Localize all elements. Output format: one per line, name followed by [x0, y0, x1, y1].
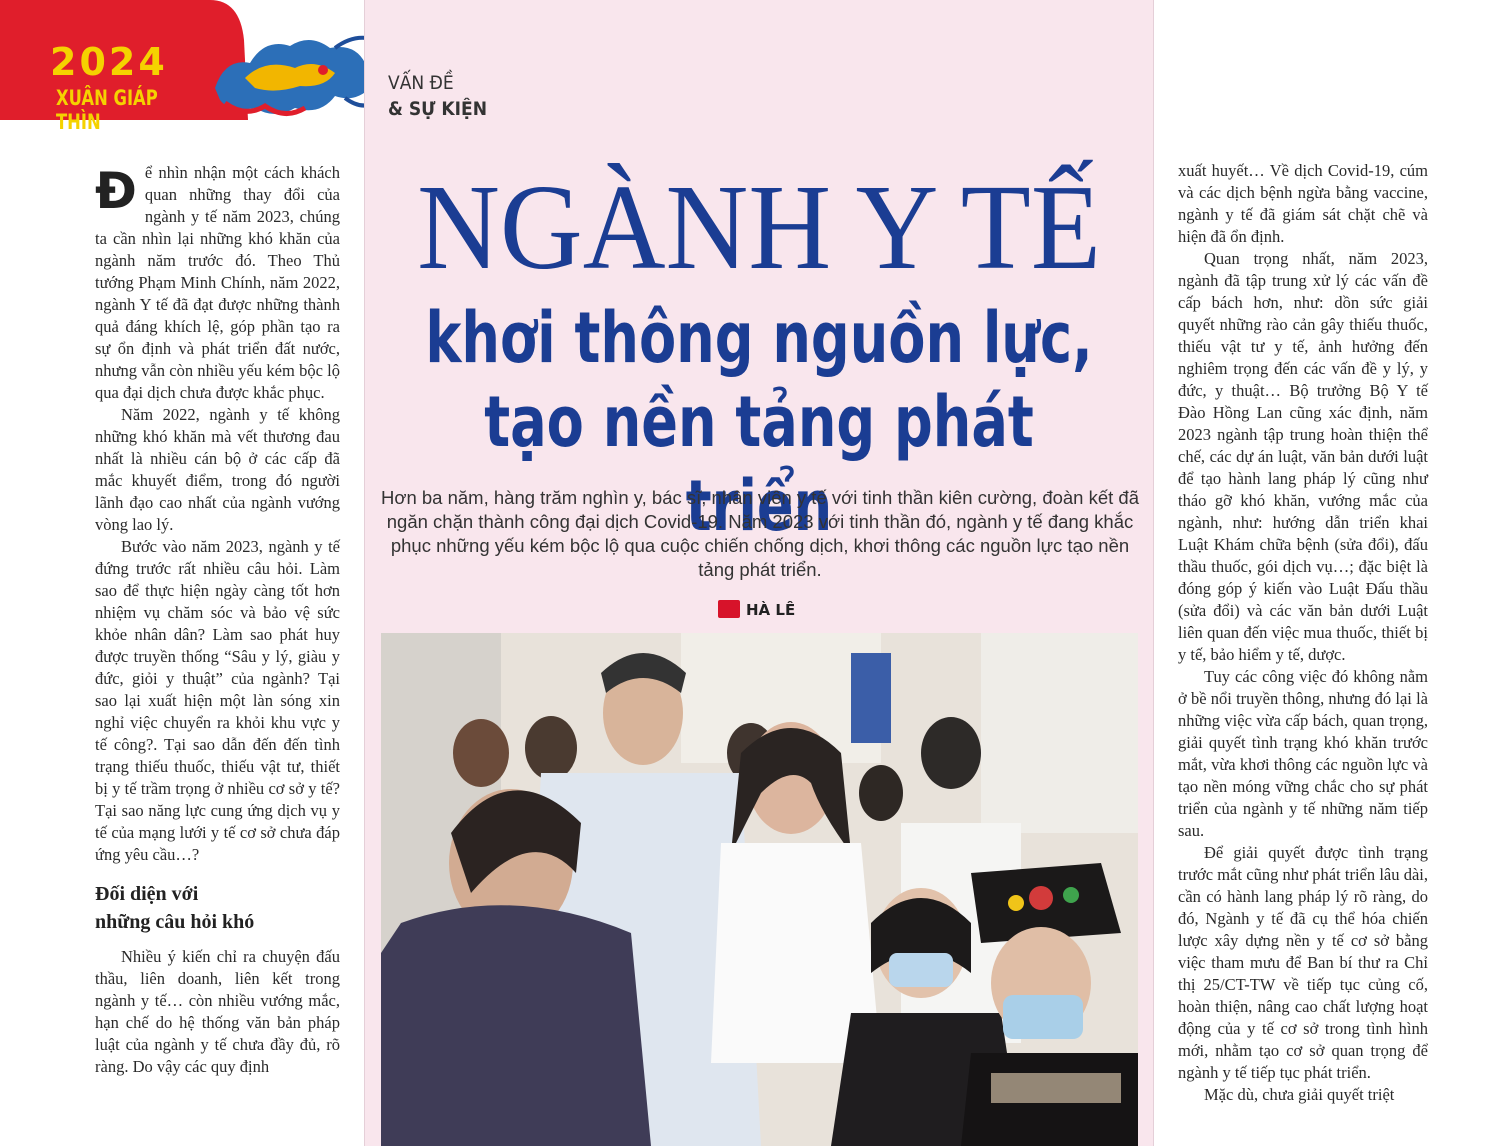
- article-lead: Hơn ba năm, hàng trăm nghìn y, bác sĩ, nhân viên y tế với tinh thần kiên cường, đoàn kết đã ngăn chặn thành công đại dịch Covid-19. Năm 2023 với tinh thần đó, ngành y tế đang khắc phục những yếu kém bộc lộ qua cuộc chiến chống dịch, khơi thông các nguồn lực tạo nền tảng phát triển.: [380, 487, 1140, 580]
- byline: [718, 600, 795, 619]
- right-paragraph-3: Tuy các công việc đó không nằm ở bề nổi truyền thông, nhưng đó lại là những việc vừa cấp bách, quan trọng, giải quyết tình trạng khó khăn trước mắt, vừa khơi thông các nguồn lực và tạo nền móng vững chắc cho sự phát triển của ngành y tế những năm tiếp sau.: [1178, 667, 1428, 840]
- headline-line1: NGÀNH Y TẾ: [417, 160, 1101, 295]
- left-text-column: [95, 162, 340, 1078]
- badge-subtitle: XUÂN GIÁP THÌN: [56, 86, 158, 134]
- headline-line3: tạo nền tảng phát triển: [484, 381, 1034, 547]
- badge-year: 2024: [50, 40, 168, 84]
- byline-author: HÀ LÊ: [746, 601, 796, 619]
- left-paragraph-3: Bước vào năm 2023, ngành y tế đứng trước rất nhiều câu hỏi. Làm sao để thực hiện ngày càng tốt hơn nhiệm vụ chăm sóc và bảo vệ sức khỏe nhân dân? Làm sao phát huy được truyền thống “Sâu y lý, giàu y đức, giỏi y thuật” của ngành? Tại sao lại xuất hiện một làn sóng xin nghỉ việc chuyển ra khỏi khu vực y tế công?. Tại sao dẫn đến đến tình trạng thiếu thuốc, thiếu vật tư, thiết bị y tế trầm trọng ở nhiều cơ sở y tế? Tại sao năng lực cung ứng dịch vụ y tế của mạng lưới y tế cơ sở chưa đáp ứng yêu cầu…?: [95, 537, 340, 864]
- right-paragraph-5: Mặc dù, chưa giải quyết triệt: [1204, 1085, 1395, 1104]
- article-photo: [381, 633, 1138, 1146]
- subheading-line1: Đối diện với: [95, 883, 199, 905]
- section-label-line2: & SỰ KIỆN: [388, 98, 488, 120]
- left-paragraph-1: ể nhìn nhận một cách khách quan những thay đổi của ngành y tế năm 2023, chúng ta cần nhìn lại những khó khăn của ngành năm trước đó. Theo Thủ tướng Phạm Minh Chính, năm 2022, ngành Y tế đã đạt được những thành quả đáng khích lệ, góp phần tạo ra sự ổn định và phát triển đất nước, nhưng vẫn còn nhiều yếu kém bộc lộ qua đại dịch chưa được khắc phục.: [95, 163, 340, 402]
- right-paragraph-4: Để giải quyết được tình trạng trước mắt cũng như phát triển lâu dài, cần có hành lang pháp lý rõ ràng, do đó, Ngành y tế đã cụ thể hóa chiến lược xây dựng nền y tế cơ sở bằng việc tham mưu để Ban bí thư ra Chỉ thị 25/CT-TW về tiếp tục củng cố, hoàn thiện, nâng cao chất lượng hoạt động của y tế cơ sở trong tình hình mới, nhằm tạo cơ sở quan trọng để ngành y tế tiếp tục phát triển.: [1178, 843, 1428, 1082]
- left-paragraph-2: Năm 2022, ngành y tế không những khó khăn mà vết thương đau nhất là nhiều cán bộ ở các cấp đã mắc khuyết điểm, trong đó người lãnh đạo cao nhất của ngành vướng vòng lao lý.: [95, 405, 340, 534]
- right-paragraph-2: Quan trọng nhất, năm 2023, ngành đã tập trung xử lý các vấn đề cấp bách hơn, như: dồn sức giải quyết những rào cản gây thiếu thuốc, thiếu vật tư y tế, ảnh hưởng đến nghiêm trọng đến các vấn đề y lý, y đức, y thuật… Bộ trưởng Bộ Y tế Đào Hồng Lan cũng xác định, năm 2023 ngành tập trung hoàn thiện thể chế, các dự án luật, văn bản dưới luật để tạo hành lang pháp lý cũng như tháo gỡ khó khăn, vướng mắc của ngành, như: hướng dẫn triển khai Luật Khám chữa bệnh (sửa đổi), đấu thầu thuốc, gói dịch vụ…; đặc biệt là đóng góp ý kiến vào Luật Đấu thầu (sửa đổi) và các văn bản dưới Luật liên quan đến việc mua thuốc, thiết bị y tế, bảo hiểm y tế, dược.: [1178, 249, 1428, 664]
- photo-illustration: [381, 633, 1138, 1146]
- subheading: [95, 880, 340, 936]
- section-label-line1: VẤN ĐỀ: [388, 72, 454, 94]
- subheading-line2: những câu hỏi khó: [95, 911, 255, 933]
- headline-line2: khơi thông nguồn lực,: [425, 297, 1093, 379]
- dragon-illustration: [205, 28, 385, 124]
- right-paragraph-1: xuất huyết… Về dịch Covid-19, cúm và các dịch bệnh ngừa bằng vaccine, ngành y tế đã giám sát chặt chẽ và hiện đã ổn định.: [1178, 161, 1428, 246]
- dropcap: Đ: [95, 162, 137, 220]
- left-paragraph-4: Nhiều ý kiến chỉ ra chuyện đấu thầu, liên doanh, liên kết trong ngành y tế… còn nhiều vướng mắc, hạn chế do hệ thống văn bản pháp luật của ngành y tế chưa đầy đủ, rõ ràng. Do vậy các quy định: [95, 947, 340, 1076]
- right-text-column: [1178, 160, 1428, 1106]
- byline-logo-icon: [718, 600, 740, 618]
